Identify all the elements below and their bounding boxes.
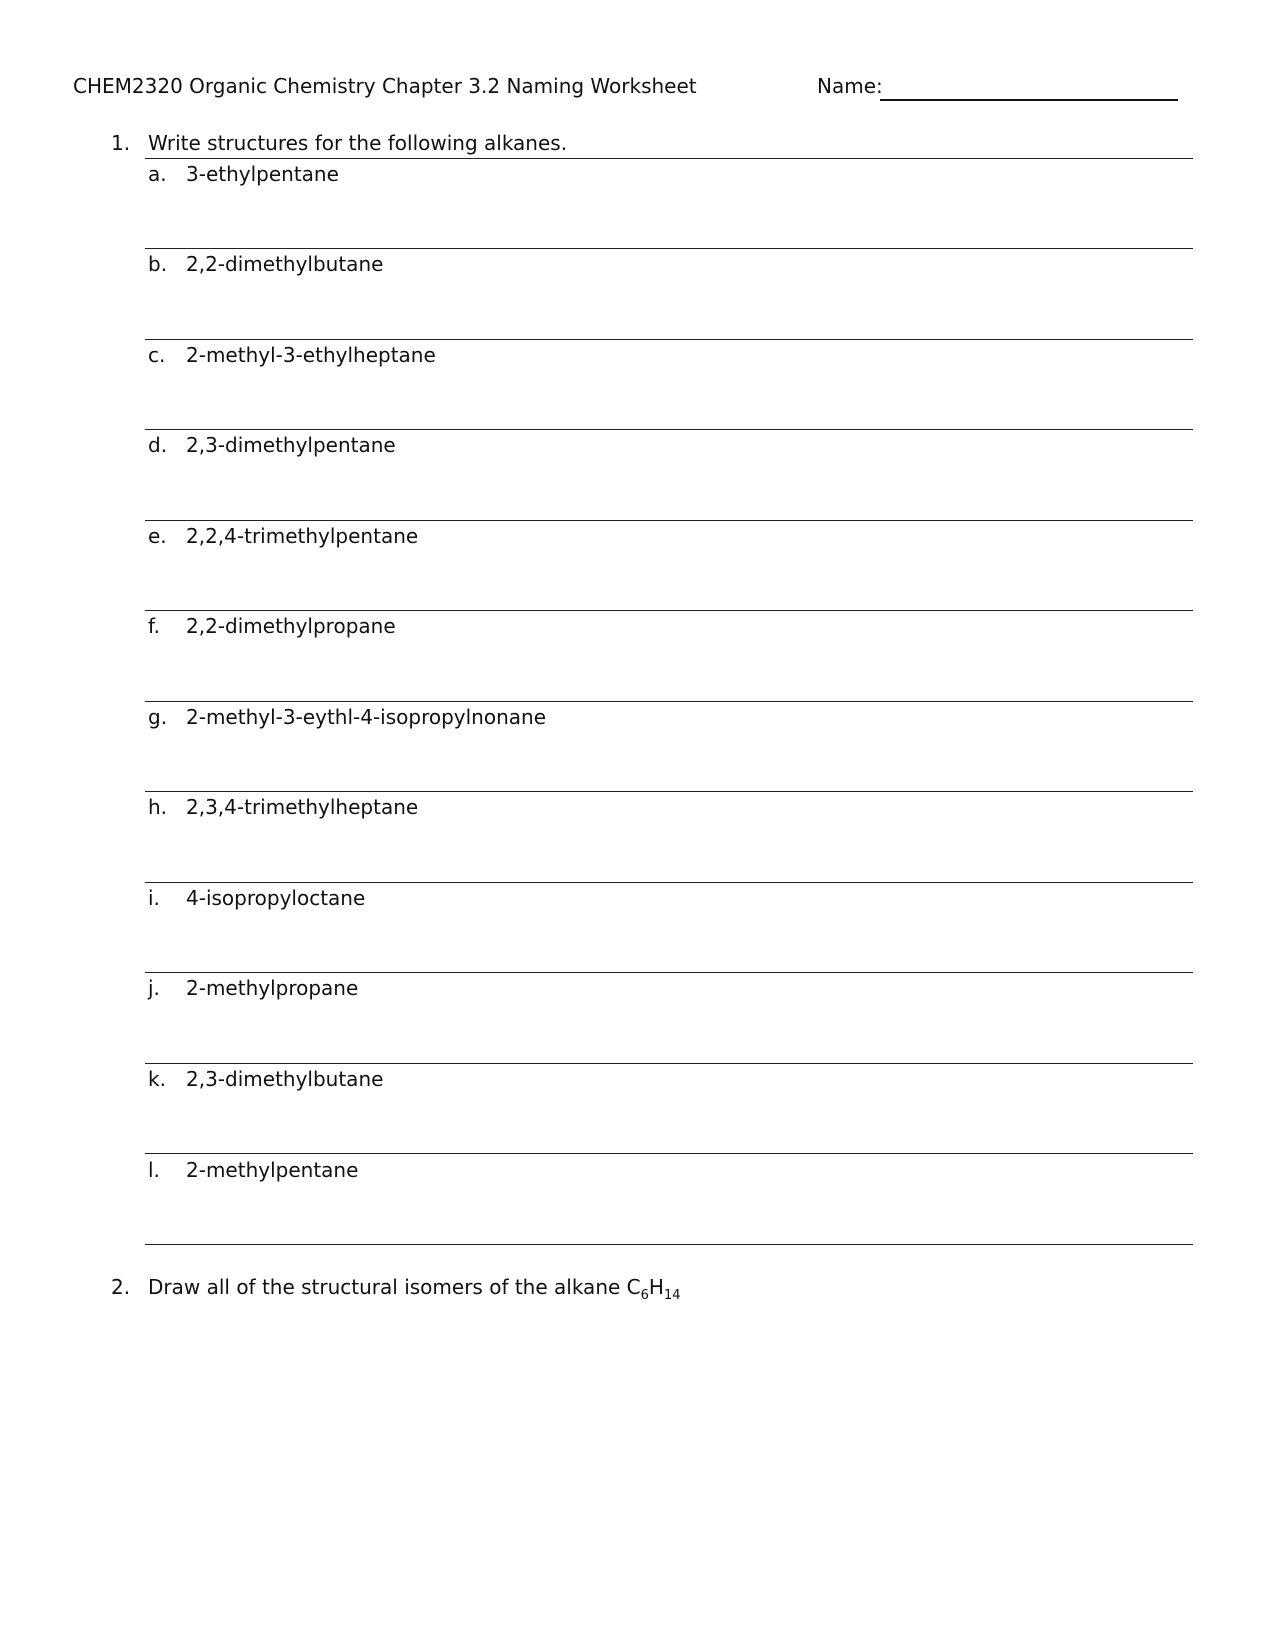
item-b-letter: b.	[148, 252, 168, 276]
answer-line-h[interactable]	[145, 882, 1193, 883]
item-a-name: 3-ethylpentane	[186, 162, 339, 186]
answer-line-i[interactable]	[145, 972, 1193, 973]
item-f-name: 2,2-dimethylpropane	[186, 614, 396, 638]
answer-line-c[interactable]	[145, 429, 1193, 430]
answer-line-a[interactable]	[145, 248, 1193, 249]
answer-line-f[interactable]	[145, 701, 1193, 702]
formula-h: H	[648, 1275, 664, 1299]
formula-c-subscript: 6	[640, 1288, 649, 1303]
item-j-name: 2-methylpropane	[186, 976, 359, 1000]
item-i-name: 4-isopropyloctane	[186, 886, 366, 910]
item-h-letter: h.	[148, 795, 168, 819]
answer-line-e[interactable]	[145, 610, 1193, 611]
formula-h-subscript: 14	[663, 1288, 681, 1303]
question-2-text	[148, 1275, 681, 1303]
item-g-letter: g.	[148, 705, 168, 729]
item-c-name: 2-methyl-3-ethylheptane	[186, 343, 436, 367]
name-field-line[interactable]	[880, 99, 1178, 101]
answer-line-j[interactable]	[145, 1063, 1193, 1064]
item-k-letter: k.	[148, 1067, 166, 1091]
item-e-letter: e.	[148, 524, 167, 548]
question-2-number: 2.	[111, 1275, 131, 1299]
item-i-letter: i.	[148, 886, 160, 910]
answer-line-l[interactable]	[145, 1244, 1193, 1245]
item-g-name: 2-methyl-3-eythl-4-isopropylnonane	[186, 705, 547, 729]
item-f-letter: f.	[148, 614, 160, 638]
item-b-name: 2,2-dimethylbutane	[186, 252, 384, 276]
answer-line-g[interactable]	[145, 791, 1193, 792]
item-e-name: 2,2,4-trimethylpentane	[186, 524, 419, 548]
question-2-text-main: Draw all of the structural isomers of the alkane C	[148, 1275, 641, 1299]
name-label: Name:	[817, 74, 883, 98]
item-j-letter: j.	[148, 976, 160, 1000]
item-d-letter: d.	[148, 433, 168, 457]
worksheet-title: CHEM2320 Organic Chemistry Chapter 3.2 Naming Worksheet	[73, 74, 697, 98]
answer-line-d[interactable]	[145, 520, 1193, 521]
question-1-underline	[145, 158, 1193, 159]
item-l-name: 2-methylpentane	[186, 1158, 359, 1182]
item-h-name: 2,3,4-trimethylheptane	[186, 795, 419, 819]
item-k-name: 2,3-dimethylbutane	[186, 1067, 384, 1091]
item-c-letter: c.	[148, 343, 166, 367]
answer-line-k[interactable]	[145, 1153, 1193, 1154]
answer-line-b[interactable]	[145, 339, 1193, 340]
question-1-number: 1.	[111, 131, 131, 155]
item-l-letter: l.	[148, 1158, 160, 1182]
item-d-name: 2,3-dimethylpentane	[186, 433, 396, 457]
item-a-letter: a.	[148, 162, 167, 186]
question-1-text: Write structures for the following alkanes.	[148, 131, 568, 155]
